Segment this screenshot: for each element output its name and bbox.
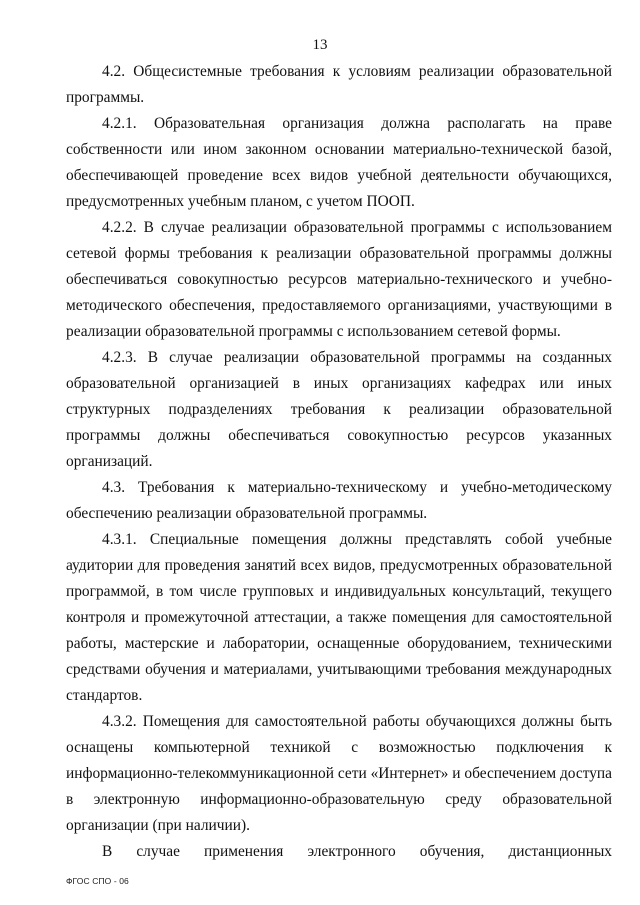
paragraph-4-2-1: 4.2.1. Образовательная организация должна располагать на праве собственности или ином законном основании материально-технической базой, обеспечивающей проведение всех видов учебной деятельности обучающихся, предусмотренных учебным планом, с учетом ПООП.: [66, 115, 612, 210]
paragraph-4-3-1: 4.3.1. Специальные помещения должны представлять собой учебные аудитории для проведения занятий всех видов, предусмотренных образовательной программой, в том числе групповых и индивидуальных консультаций, текущего контроля и промежуточной аттестации, а также помещения для самостоятельной работы, мастерские и лаборатории, оснащенные оборудованием, техническими средствами обучения и материалами, учитывающими требования международных стандартов.: [66, 531, 612, 704]
page-number: 13: [312, 37, 328, 53]
paragraph-4-3-2: 4.3.2. Помещения для самостоятельной работы обучающихся должны быть оснащены компьютерной техникой с возможностью подключения к информационно-телекоммуникационной сети «Интернет» и обеспечением доступа в электронную информационно-образовательную среду образовательной организации (при наличии).: [66, 713, 612, 834]
paragraph-4-2: 4.2. Общесистемные требования к условиям реализации образовательной программы.: [66, 63, 612, 106]
paragraph-4-2-2: 4.2.2. В случае реализации образовательной программы с использованием сетевой формы требования к реализации образовательной программы должны обеспечиваться совокупностью ресурсов материально-технического и учебно-методического обеспечения, предоставляемого организациями, участвующими в реализации образовательной программы с использованием сетевой формы.: [66, 219, 612, 340]
paragraph-4-2-3: 4.2.3. В случае реализации образовательной программы на созданных образовательной организацией в иных организациях кафедрах или иных структурных подразделениях требования к реализации образовательной программы должны обеспечиваться совокупностью ресурсов указанных организаций.: [66, 349, 612, 470]
paragraph-continuation: В случае применения электронного обучения, дистанционных: [102, 843, 612, 860]
document-body: [66, 59, 612, 865]
paragraph-4-3: 4.3. Требования к материально-техническому и учебно-методическому обеспечению реализации образовательной программы.: [66, 479, 612, 522]
footer-document-code: ФГОС СПО - 06: [66, 876, 129, 886]
